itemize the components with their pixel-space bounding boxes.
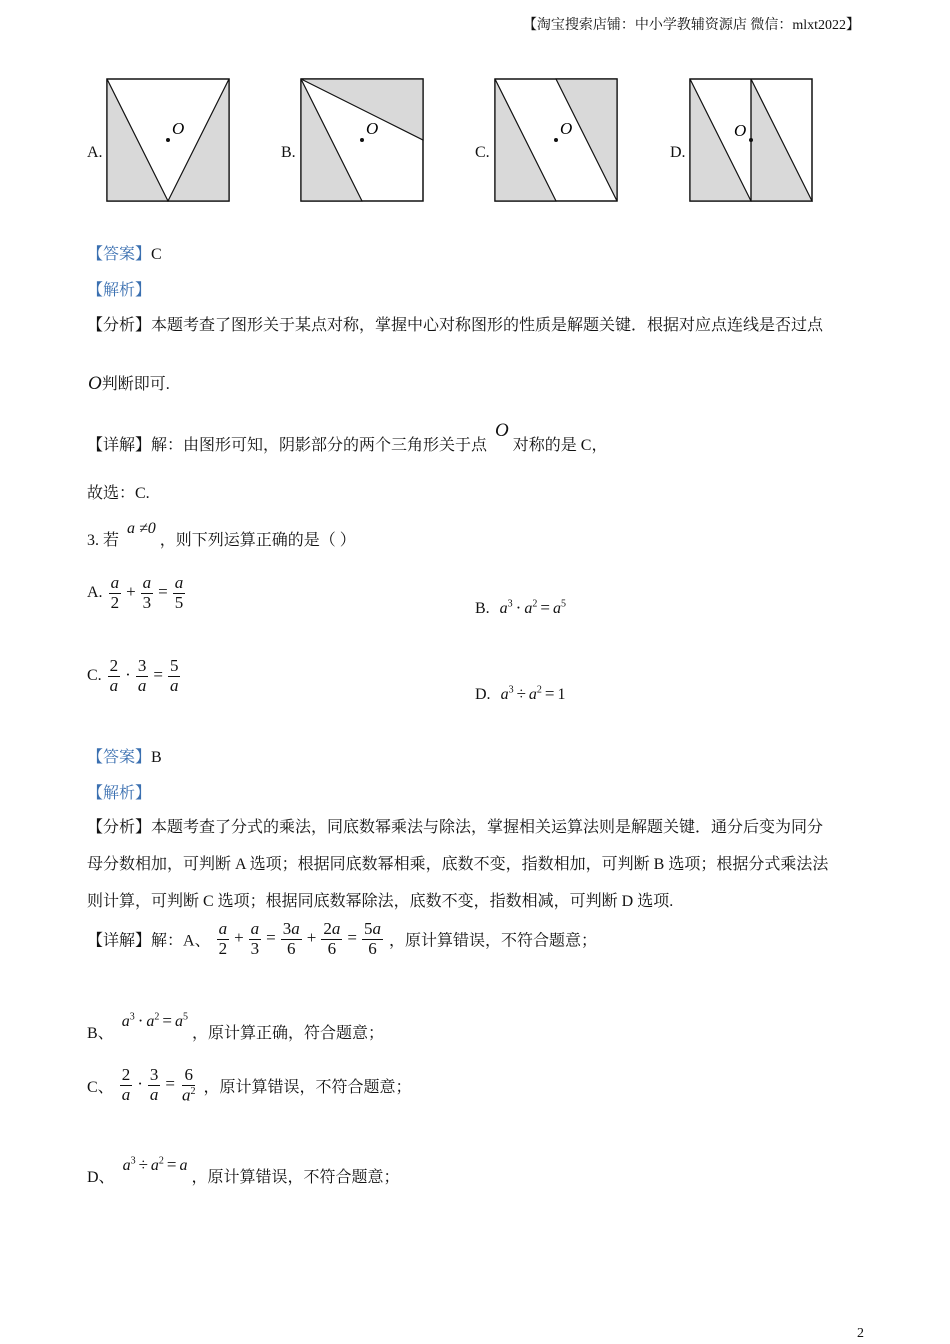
q2-choose: 故选：C. (87, 485, 150, 502)
q3-fenxi-line2: 母分数相加，可判断 A 选项；根据同底数幂相乘，底数不变，指数相加，可判断 B 选项；根据分式乘法法 (87, 856, 829, 873)
q3-option-a: A. $\frac{a}{2}$ + $\frac{a}{3}$ = $\frac{a}{5}$ (87, 573, 184, 612)
q2-analysis-tag: 【解析】 (87, 282, 152, 299)
figure-d (689, 78, 814, 202)
page-header: 【淘宝搜索店铺：中小学教辅资源店 微信：mlxt2022】 (522, 18, 860, 33)
figure-d-label: D. (670, 144, 686, 161)
figure-a-o: O (172, 119, 185, 138)
q3-stem: 3. 若 a ≠0，则下列运算正确的是（ ） (87, 520, 356, 549)
q3-option-b: B. $a^3 \cdot a^2 = a^5$ (475, 598, 566, 617)
figure-b (300, 78, 425, 202)
figure-d-o: O (734, 121, 747, 140)
figure-a (106, 78, 231, 202)
figure-b-o: O (366, 119, 379, 138)
q3-answer: 【答案】B (87, 749, 162, 766)
q3-detail-b: B、 $a^3 \cdot a^2 = a^5$，原计算正确，符合题意； (87, 1011, 384, 1042)
figure-c-o: O (560, 119, 573, 138)
q3-fenxi-line3: 则计算，可判断 C 选项；根据同底数幂除法，底数不变，指数相减，可判断 D 选项. (87, 893, 674, 910)
q2-detail: 【详解】解：由图形可知，阴影部分的两个三角形关于点 O对称的是 C， (87, 420, 608, 454)
q3-option-c: C. $\frac{2}{a}$ · $\frac{3}{a}$ = $\frac{5}{a}$ (87, 656, 179, 695)
figure-c-label: C. (475, 144, 490, 161)
q3-fenxi-line1: 【分析】本题考查了分式的乘法，同底数幂乘法与除法，掌握相关运算法则是解题关键．通分后变为同分 (87, 819, 824, 836)
figure-c (494, 78, 619, 202)
q2-fenxi-line2: O判断即可. (88, 373, 170, 394)
q2-answer: 【答案】C (87, 246, 162, 263)
q3-detail-c: C、 $\frac{2}{a}$ · $\frac{3}{a}$ = $\frac{6}{a^2}$ ，原计算错误，不符合题意； (87, 1065, 412, 1105)
q3-analysis-tag: 【解析】 (87, 785, 152, 802)
page-number: 2 (857, 1326, 864, 1341)
figure-a-label: A. (87, 144, 103, 161)
figure-b-label: B. (281, 144, 296, 161)
q2-fenxi-line1: 【分析】本题考查了图形关于某点对称，掌握中心对称图形的性质是解题关键．根据对应点连线是否过点 (87, 317, 824, 334)
q3-detail-a: 【详解】解：A、 $\frac{a}{2}$ + $\frac{a}{3}$ = $\frac{3a}{6}$ + $\frac{2a}{6}$ = $\frac{5a}{6}$ ，原计算错误，不符合题意； (87, 919, 597, 958)
q3-option-d: D. $a^3 \div a^2 = 1$ (475, 684, 566, 703)
q3-detail-d: D、 $a^3 \div a^2 = a$，原计算错误，不符合题意； (87, 1155, 400, 1186)
